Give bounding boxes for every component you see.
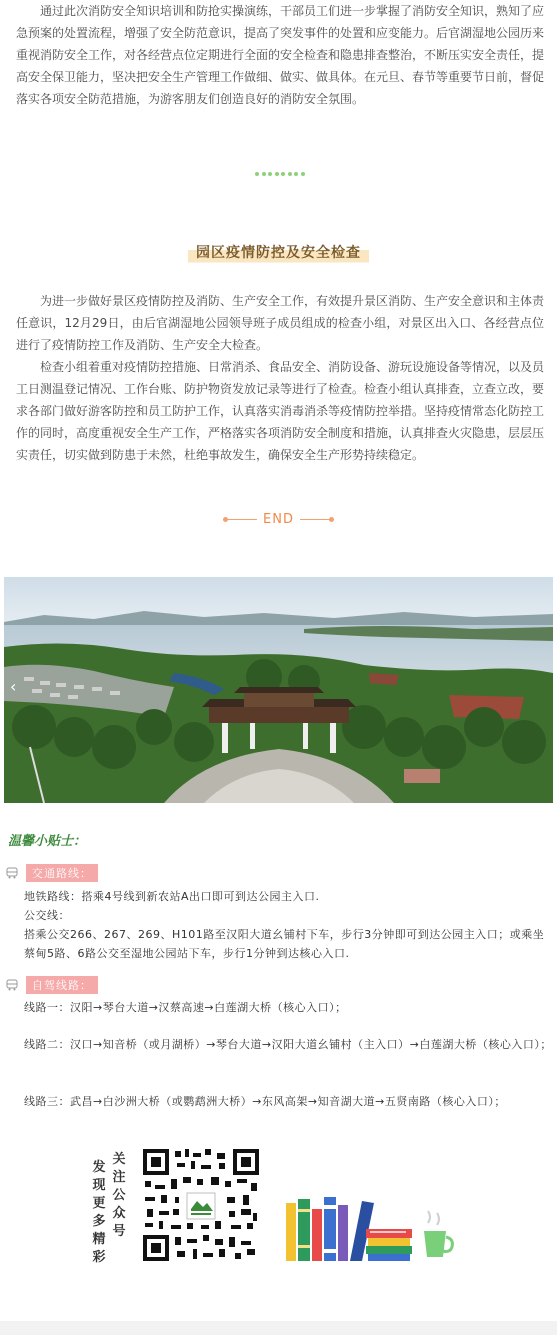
traffic-route-tag: 交通路线： — [26, 864, 98, 882]
driving-route-tag: 自驾线路： — [26, 976, 98, 994]
driving-route-3: 线路三：武昌→白沙洲大桥（或鹦鹉洲大桥）→东风高架→知音湖大道→五贤南路（核心入口）； — [24, 1095, 506, 1108]
end-label: END — [263, 512, 294, 527]
footer-bar — [0, 1321, 557, 1335]
follow-prompt — [92, 1152, 132, 1265]
bus-route-detail: 搭乘公交266、267、269、H101路至汉阳大道幺铺村下车，步行3分钟即可到达公园主入口；或乘坐蔡甸5路、6路公交至湿地公园站下车，步行1分钟到达核心入口. — [24, 928, 545, 960]
metro-route-text: 地铁路线：搭乘4号线到新农站A出口即可到达公园主入口. — [24, 890, 320, 903]
carousel-prev-arrow[interactable]: ‹ — [10, 677, 17, 696]
books-and-cup-icon — [282, 1195, 457, 1265]
end-line-left — [223, 519, 257, 520]
end-line-right — [300, 519, 334, 520]
article-paragraph-3: 检查小组着重对疫情防控措施、日常消杀、食品安全、消防设备、游玩设施设备等情况，以及员工日测温登记情况、工作台账、防护物资发放记录等进行了检查。检查小组认真排查，立查立改，要求各部门做好游客防控和员工防护工作，认真落实消毒消杀等疫情防控举措。坚持疫情常态化防控工作的同时，高度重视安全生产工作，严格落实各项消防安全制度和措施，认真排查火灾隐患，层层压实责任，切实做到防患于未然，杜绝事故发生，确保安全生产形势持续稳定。 — [16, 360, 545, 462]
section-divider-dots — [255, 172, 305, 178]
driving-route-heading — [6, 976, 98, 994]
park-aerial-illustration — [4, 577, 553, 803]
bus-route-label: 公交线： — [24, 909, 70, 922]
books-illustration — [282, 1195, 457, 1265]
article-paragraph-2: 为进一步做好景区疫情防控及消防、生产安全工作，有效提升景区消防、生产安全意识和主体责任意识，12月29日，由后官湖湿地公园领导班子成员组成的检查小组，对景区出入口、各经营点位进行了疫情防控工作及消防、生产安全大检查。 — [16, 294, 545, 352]
car-icon — [6, 979, 18, 991]
qr-code-icon — [141, 1147, 261, 1265]
qr-code[interactable] — [141, 1147, 261, 1265]
driving-route-1: 线路一：汉阳→琴台大道→汉蔡高速→白莲湖大桥（核心入口）； — [24, 1001, 347, 1014]
driving-route-2: 线路二：汉口→知音桥（或月湖桥）→琴台大道→汉阳大道幺铺村（主入口）→白莲湖大桥（核心入口）； — [24, 1038, 552, 1051]
tips-title: 温馨小贴士： — [8, 834, 87, 849]
follow-text-subscribe: 关注公众号 — [112, 1152, 126, 1239]
traffic-route-heading — [6, 864, 98, 882]
end-marker — [0, 512, 557, 527]
follow-text-discover: 发现更多精彩 — [92, 1160, 106, 1265]
article-paragraph-1: 通过此次消防安全知识培训和防抢实操演练，干部员工们进一步掌握了消防安全知识，熟知了应急预案的处置流程，增强了安全防范意识，提高了突发事件的处置和应变能力。后官湖湿地公园历来重视消防安全工作，对各经营点位定期进行全面的安全检查和隐患排查整治，不断压实安全责任，提高安全保卫能力，坚决把安全生产管理工作做细、做实、做具体。在元旦、春节等重要节日前，督促落实各项安全防范措施，为游客朋友们创造良好的消防安全氛围。 — [16, 4, 545, 106]
section-heading — [0, 238, 557, 265]
park-aerial-photo[interactable] — [4, 577, 553, 803]
section-title: 园区疫情防控及安全检查 — [188, 238, 369, 265]
bus-icon — [6, 867, 18, 879]
